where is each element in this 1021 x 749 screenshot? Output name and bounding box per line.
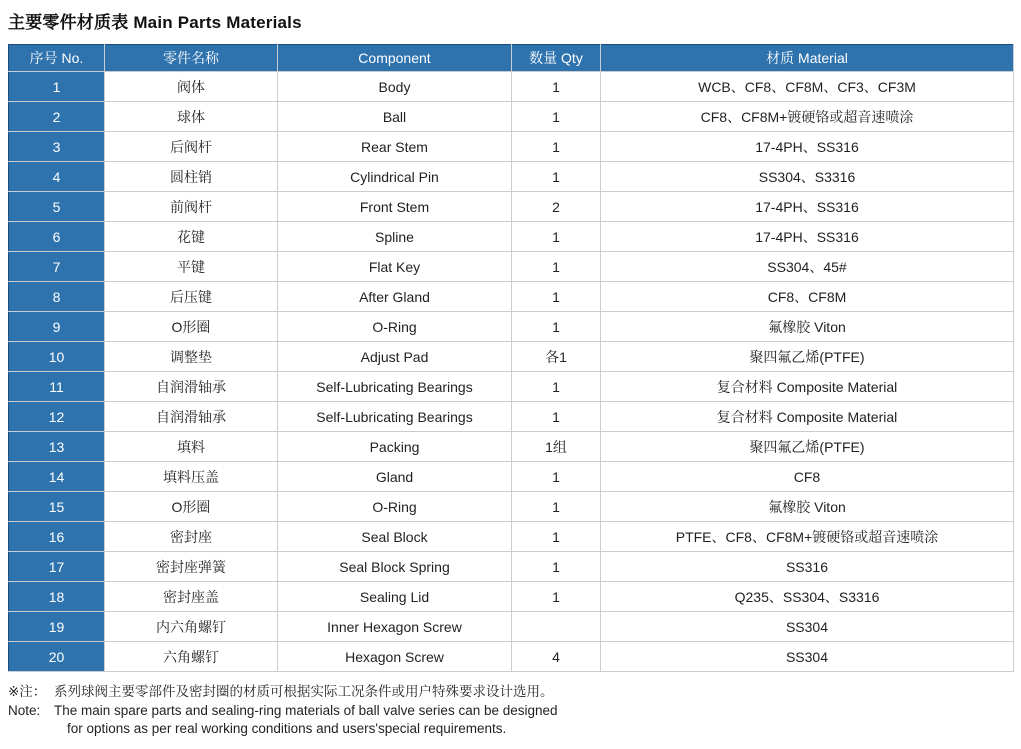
parts-table-body xyxy=(9,72,1014,672)
material-cell: WCB、CF8、CF8M、CF3、CF3M xyxy=(601,72,1014,102)
qty-cell: 1 xyxy=(512,492,601,522)
table-row xyxy=(9,522,1014,552)
footnote-zh xyxy=(8,683,1013,702)
table-row xyxy=(9,462,1014,492)
qty-cell: 1 xyxy=(512,402,601,432)
qty-cell: 各1 xyxy=(512,342,601,372)
part-name-cell: 内六角螺钉 xyxy=(105,612,278,642)
material-cell: 聚四氟乙烯(PTFE) xyxy=(601,432,1014,462)
footnote-en-text2: for options as per real working conditions and users'special requirements. xyxy=(67,721,507,737)
component-cell: Seal Block xyxy=(278,522,512,552)
no-cell: 17 xyxy=(9,552,105,582)
table-row xyxy=(9,582,1014,612)
no-cell: 8 xyxy=(9,282,105,312)
part-name-cell: 平键 xyxy=(105,252,278,282)
footnote-en-label: Note: xyxy=(8,702,41,718)
material-cell: 17-4PH、SS316 xyxy=(601,192,1014,222)
table-row xyxy=(9,102,1014,132)
table-row xyxy=(9,372,1014,402)
column-header-part-name: 零件名称 xyxy=(105,45,278,72)
component-cell: Flat Key xyxy=(278,252,512,282)
table-header xyxy=(9,45,1014,72)
part-name-cell: 阀体 xyxy=(105,72,278,102)
table-row xyxy=(9,162,1014,192)
part-name-cell: 密封座弹簧 xyxy=(105,552,278,582)
material-cell: PTFE、CF8、CF8M+镀硬铬或超音速喷涂 xyxy=(601,522,1014,552)
table-row xyxy=(9,72,1014,102)
component-cell: Self-Lubricating Bearings xyxy=(278,402,512,432)
component-cell: Sealing Lid xyxy=(278,582,512,612)
material-cell: SS304 xyxy=(601,642,1014,672)
footnote-zh-label: ※注： xyxy=(8,684,47,699)
component-cell: Gland xyxy=(278,462,512,492)
table-row xyxy=(9,492,1014,522)
no-cell: 20 xyxy=(9,642,105,672)
no-cell: 16 xyxy=(9,522,105,552)
no-cell: 19 xyxy=(9,612,105,642)
qty-cell: 1 xyxy=(512,462,601,492)
component-cell: Front Stem xyxy=(278,192,512,222)
qty-cell: 1 xyxy=(512,552,601,582)
footnotes xyxy=(8,683,1013,739)
table-row xyxy=(9,402,1014,432)
table-row xyxy=(9,132,1014,162)
qty-cell: 1 xyxy=(512,102,601,132)
part-name-cell: O形圈 xyxy=(105,312,278,342)
part-name-cell: 后压键 xyxy=(105,282,278,312)
part-name-cell: 花键 xyxy=(105,222,278,252)
footnote-en-line2 xyxy=(8,720,1013,739)
part-name-cell: 密封座盖 xyxy=(105,582,278,612)
material-cell: CF8、CF8M+镀硬铬或超音速喷涂 xyxy=(601,102,1014,132)
component-cell: O-Ring xyxy=(278,312,512,342)
qty-cell: 1 xyxy=(512,312,601,342)
component-cell: Ball xyxy=(278,102,512,132)
no-cell: 4 xyxy=(9,162,105,192)
table-row xyxy=(9,312,1014,342)
no-cell: 13 xyxy=(9,432,105,462)
no-cell: 6 xyxy=(9,222,105,252)
table-row xyxy=(9,222,1014,252)
part-name-cell: 自润滑轴承 xyxy=(105,402,278,432)
qty-cell: 1 xyxy=(512,252,601,282)
part-name-cell: 圆柱销 xyxy=(105,162,278,192)
component-cell: Hexagon Screw xyxy=(278,642,512,672)
no-cell: 18 xyxy=(9,582,105,612)
footnote-zh-text: 系列球阀主要零部件及密封圈的材质可根据实际工况条件或用户特殊要求设计选用。 xyxy=(54,684,554,699)
column-header-no: 序号 No. xyxy=(9,45,105,72)
qty-cell: 1 xyxy=(512,522,601,552)
component-cell: Packing xyxy=(278,432,512,462)
part-name-cell: 填料 xyxy=(105,432,278,462)
component-cell: O-Ring xyxy=(278,492,512,522)
main-parts-materials-table xyxy=(8,44,1014,672)
no-cell: 2 xyxy=(9,102,105,132)
qty-cell: 2 xyxy=(512,192,601,222)
material-cell: SS304、S3316 xyxy=(601,162,1014,192)
component-cell: Spline xyxy=(278,222,512,252)
qty-cell: 4 xyxy=(512,642,601,672)
qty-cell: 1 xyxy=(512,132,601,162)
qty-cell: 1 xyxy=(512,582,601,612)
material-cell: 氟橡胶 Viton xyxy=(601,312,1014,342)
page-title: 主要零件材质表 Main Parts Materials xyxy=(8,13,302,32)
material-cell: SS316 xyxy=(601,552,1014,582)
material-cell: SS304 xyxy=(601,612,1014,642)
component-cell: Body xyxy=(278,72,512,102)
material-cell: 氟橡胶 Viton xyxy=(601,492,1014,522)
column-header-component: Component xyxy=(278,45,512,72)
part-name-cell: 密封座 xyxy=(105,522,278,552)
material-cell: CF8 xyxy=(601,462,1014,492)
part-name-cell: 前阀杆 xyxy=(105,192,278,222)
no-cell: 1 xyxy=(9,72,105,102)
material-cell: 复合材料 Composite Material xyxy=(601,372,1014,402)
qty-cell: 1 xyxy=(512,222,601,252)
qty-cell: 1 xyxy=(512,282,601,312)
no-cell: 3 xyxy=(9,132,105,162)
column-header-material: 材质 Material xyxy=(601,45,1014,72)
qty-cell: 1 xyxy=(512,162,601,192)
qty-cell: 1 xyxy=(512,372,601,402)
table-row xyxy=(9,252,1014,282)
table-row xyxy=(9,432,1014,462)
part-name-cell: 六角螺钉 xyxy=(105,642,278,672)
qty-cell: 1 xyxy=(512,72,601,102)
footnote-en-line1 xyxy=(8,702,1013,721)
footnote-en-text1: The main spare parts and sealing-ring materials of ball valve series can be designed xyxy=(54,702,558,718)
part-name-cell: O形圈 xyxy=(105,492,278,522)
part-name-cell: 填料压盖 xyxy=(105,462,278,492)
material-cell: 聚四氟乙烯(PTFE) xyxy=(601,342,1014,372)
table-row xyxy=(9,612,1014,642)
material-cell: CF8、CF8M xyxy=(601,282,1014,312)
material-cell: 复合材料 Composite Material xyxy=(601,402,1014,432)
component-cell: Seal Block Spring xyxy=(278,552,512,582)
no-cell: 12 xyxy=(9,402,105,432)
material-cell: 17-4PH、SS316 xyxy=(601,222,1014,252)
component-cell: Inner Hexagon Screw xyxy=(278,612,512,642)
no-cell: 15 xyxy=(9,492,105,522)
table-row xyxy=(9,642,1014,672)
part-name-cell: 自润滑轴承 xyxy=(105,372,278,402)
no-cell: 14 xyxy=(9,462,105,492)
component-cell: Adjust Pad xyxy=(278,342,512,372)
table-row xyxy=(9,192,1014,222)
no-cell: 5 xyxy=(9,192,105,222)
component-cell: Self-Lubricating Bearings xyxy=(278,372,512,402)
component-cell: Cylindrical Pin xyxy=(278,162,512,192)
qty-cell xyxy=(512,612,601,642)
material-cell: SS304、45# xyxy=(601,252,1014,282)
material-cell: 17-4PH、SS316 xyxy=(601,132,1014,162)
component-cell: Rear Stem xyxy=(278,132,512,162)
table-row xyxy=(9,552,1014,582)
table-row xyxy=(9,342,1014,372)
part-name-cell: 调整垫 xyxy=(105,342,278,372)
column-header-qty: 数量 Qty xyxy=(512,45,601,72)
no-cell: 9 xyxy=(9,312,105,342)
part-name-cell: 后阀杆 xyxy=(105,132,278,162)
component-cell: After Gland xyxy=(278,282,512,312)
qty-cell: 1组 xyxy=(512,432,601,462)
part-name-cell: 球体 xyxy=(105,102,278,132)
no-cell: 10 xyxy=(9,342,105,372)
no-cell: 11 xyxy=(9,372,105,402)
table-row xyxy=(9,282,1014,312)
table-header-row xyxy=(9,45,1014,72)
material-cell: Q235、SS304、S3316 xyxy=(601,582,1014,612)
no-cell: 7 xyxy=(9,252,105,282)
